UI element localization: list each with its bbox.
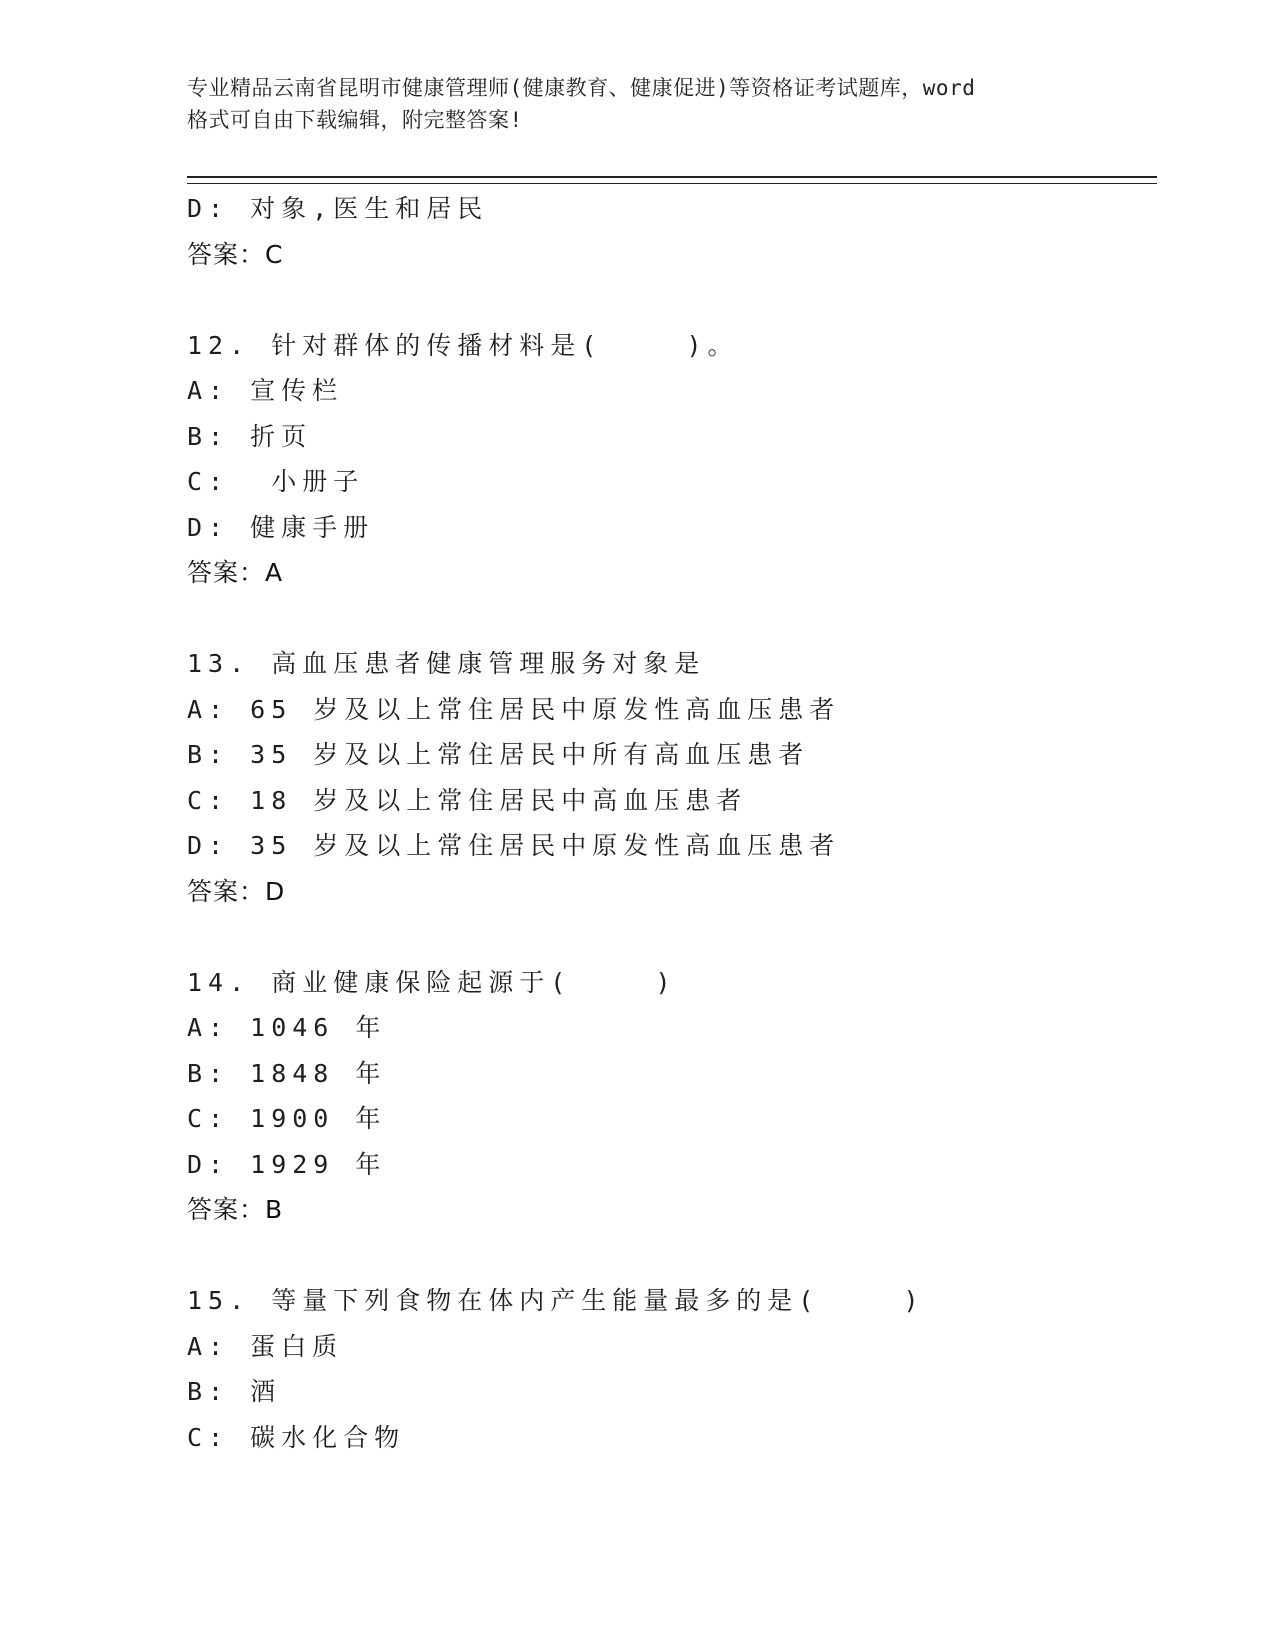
answer-line: 答案：A [187,558,284,587]
spacer [187,596,1147,642]
question-stem: 15. 等量下列食物在体内产生能量最多的是( ) [187,1286,925,1315]
option-c: C: 碳水化合物 [187,1422,406,1452]
spacer [187,1233,1147,1279]
option-a: A: 65 岁及以上常住居民中原发性高血压患者 [187,694,841,724]
option-b: B: 35 岁及以上常住居民中所有高血压患者 [187,740,810,769]
option-c: C: 小册子 [187,467,365,496]
question-stem: 14. 商业健康保险起源于( ) [187,967,677,997]
question-12 [187,323,1147,596]
header-divider [187,176,1157,184]
answer-line: 答案：D [187,876,286,906]
spacer [187,277,1147,323]
option-a: A: 宣传栏 [187,376,344,405]
question-13 [187,641,1147,914]
question-stem: 12. 针对群体的传播材料是( )。 [187,330,739,360]
option-d: D: 对象,医生和居民 [187,194,489,223]
option-b: B: 酒 [187,1377,282,1406]
option-d: D: 1929 年 [187,1149,387,1179]
answer-line: 答案：B [187,1195,284,1224]
document-header [187,72,1107,136]
option-d: D: 健康手册 [187,512,375,542]
option-d: D: 35 岁及以上常住居民中原发性高血压患者 [187,831,841,860]
option-c: C: 18 岁及以上常住居民中高血压患者 [187,785,748,815]
header-line-2: 格式可自由下载编辑，附完整答案! [187,108,523,132]
option-c: C: 1900 年 [187,1104,387,1133]
header-line-1: 专业精品云南省昆明市健康管理师(健康教育、健康促进)等资格证考试题库，word [187,76,976,100]
spacer [187,914,1147,960]
question-list [187,186,1147,1460]
question-15 [187,1278,1147,1460]
option-b: B: 1848 年 [187,1058,387,1088]
option-a: A: 蛋白质 [187,1331,344,1361]
question-stem: 13. 高血压患者健康管理服务对象是 [187,649,706,678]
question-14 [187,960,1147,1233]
option-a: A: 1046 年 [187,1013,387,1042]
option-b: B: 折页 [187,421,313,451]
answer-line: 答案：C [187,239,284,269]
question-11-continued [187,186,1147,277]
